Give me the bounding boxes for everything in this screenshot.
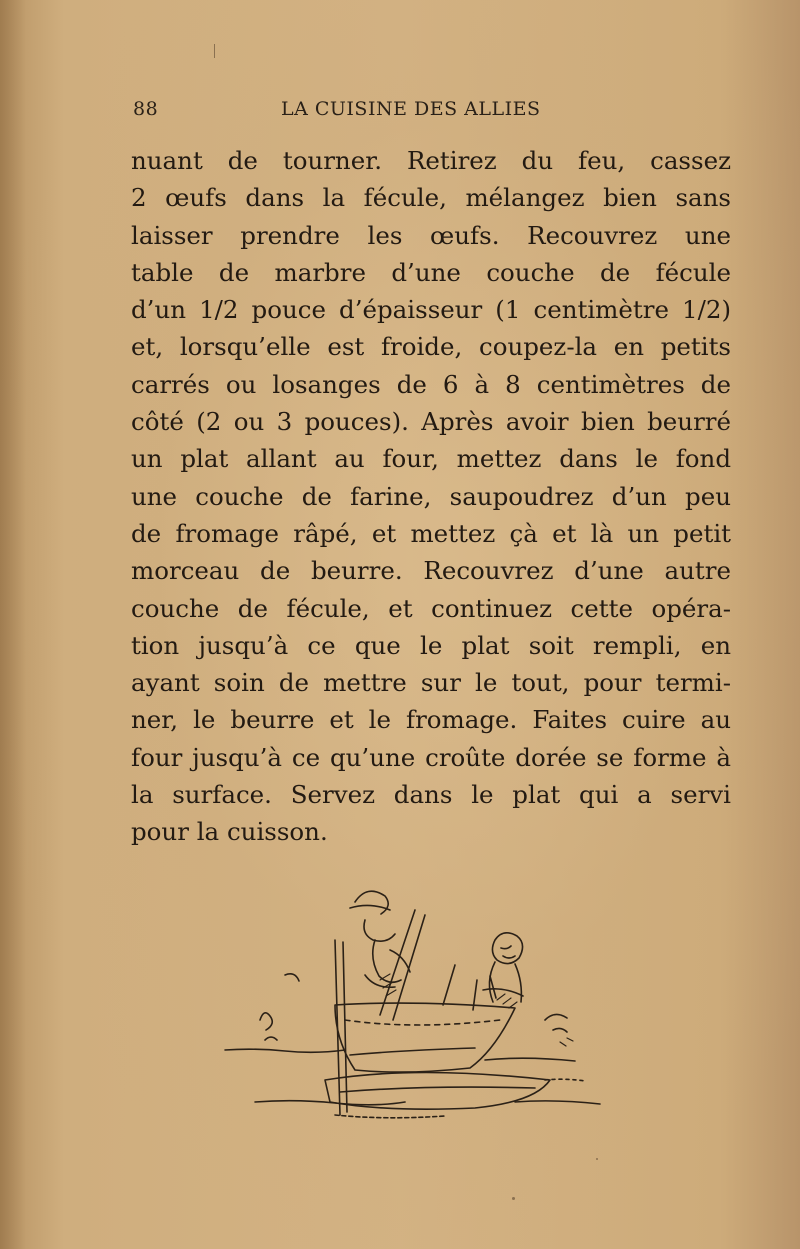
running-title: LA CUISINE DES ALLIES xyxy=(281,98,541,120)
boat-rowers-illustration xyxy=(215,880,615,1130)
text-line: côté (2 ou 3 pouces). Après avoir bien beurré xyxy=(131,407,731,437)
paper-speck xyxy=(596,1158,598,1160)
paper-speck xyxy=(512,1197,515,1200)
text-line: nuant de tourner. Retirez du feu, cassez xyxy=(131,146,731,175)
page-number: 88 xyxy=(133,98,159,120)
text-line: four jusqu’à ce qu’une croûte dorée se forme à xyxy=(131,742,731,772)
text-line: de fromage râpé, et mettez çà et là un petit xyxy=(131,518,731,548)
text-line: table de marbre d’une couche de fécule xyxy=(131,257,731,287)
recipe-text xyxy=(131,142,731,851)
text-line: d’un 1/2 pouce d’épaisseur (1 centimètre 1/2) xyxy=(131,295,731,325)
text-line: laisser prendre les œufs. Recouvrez une xyxy=(131,220,731,250)
text-line: couche de fécule, et continuez cette opéra- xyxy=(131,593,731,623)
page-header xyxy=(133,98,593,124)
text-line: pour la cuisson. xyxy=(131,817,328,847)
text-line: morceau de beurre. Recouvrez d’une autre xyxy=(131,556,731,586)
paper-mark xyxy=(214,44,215,58)
text-line: tion jusqu’à ce que le plat soit rempli, en xyxy=(131,630,731,660)
text-line: une couche de farine, saupoudrez d’un peu xyxy=(131,481,731,511)
text-line: un plat allant au four, mettez dans le fond xyxy=(131,444,731,474)
text-line: la surface. Servez dans le plat qui a servi xyxy=(131,780,731,810)
text-line: et, lorsqu’elle est froide, coupez-la en petits xyxy=(131,332,731,362)
text-line: 2 œufs dans la fécule, mélangez bien sans xyxy=(131,183,731,213)
text-line: carrés ou losanges de 6 à 8 centimètres de xyxy=(131,369,731,399)
text-line: ner, le beurre et le fromage. Faites cuire au xyxy=(131,705,731,735)
text-line: ayant soin de mettre sur le tout, pour termi- xyxy=(131,668,731,698)
